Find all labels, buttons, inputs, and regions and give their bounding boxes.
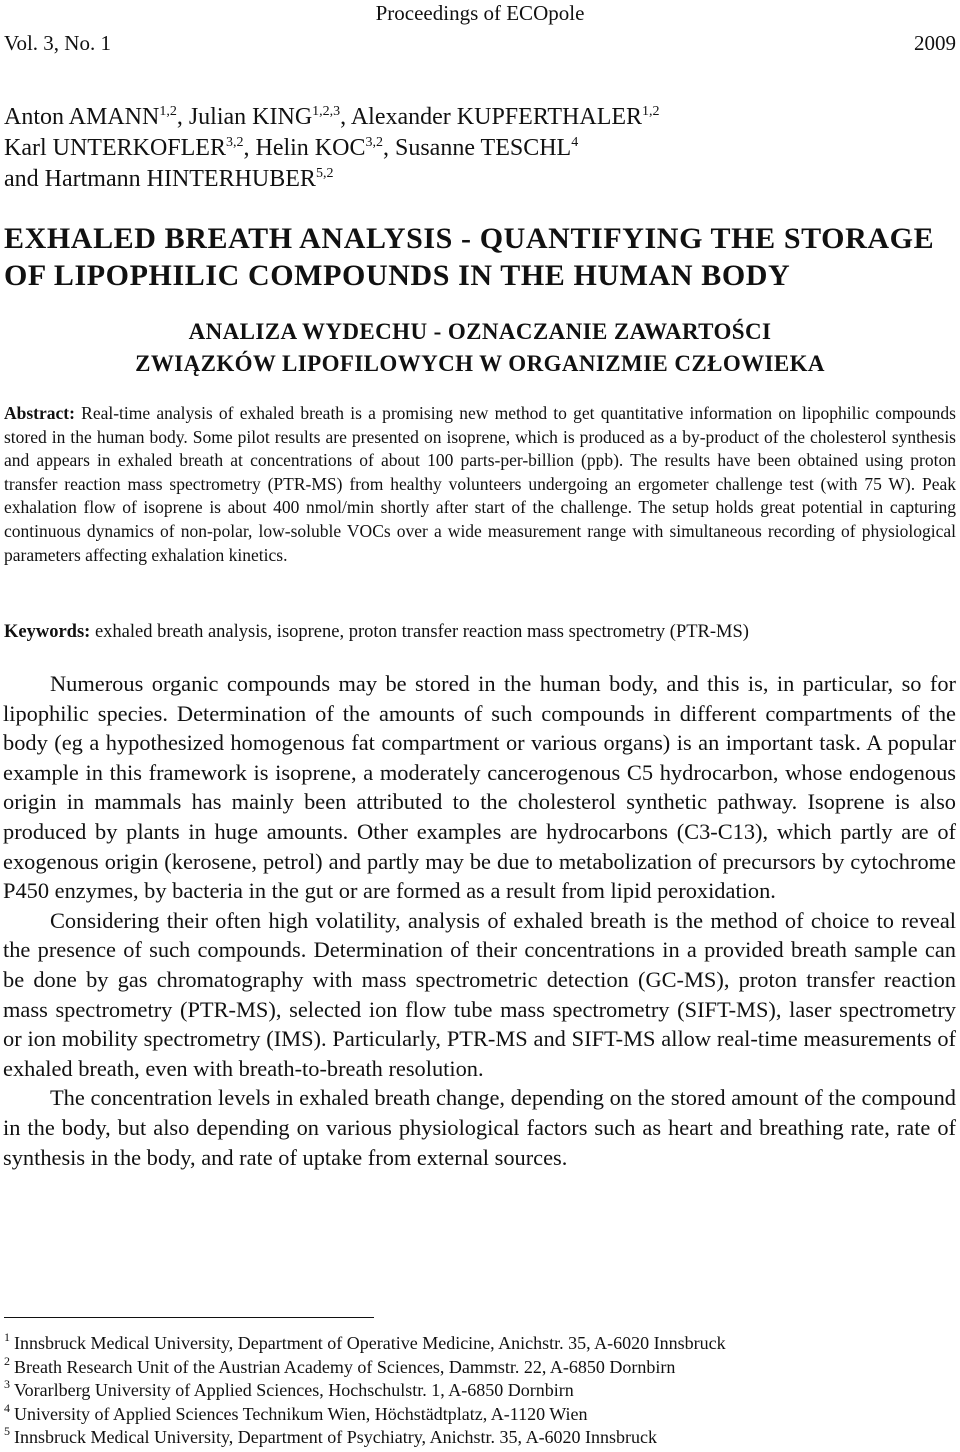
publication-year: 2009 [914,31,956,55]
footnote-number: 2 [4,1353,10,1368]
affiliation-marker: 5,2 [315,166,334,181]
footnote [4,1379,956,1403]
author-line [4,102,954,133]
abstract [4,402,956,567]
keywords-text: exhaled breath analysis, isoprene, proton transfer reaction mass spectrometry (PTR-MS) [94,622,749,642]
footnotes [4,1332,956,1450]
footnote-number: 1 [4,1330,10,1344]
author-name: , Susanne TESCHL [382,135,572,161]
keywords-label: Keywords: [4,622,91,642]
footnote-text: Innsbruck Medical University, Department of Operative Medicine, Anichstr. 35, A-6020 Innsbruck [14,1333,726,1353]
volume-number: Vol. 3, No. 1 [4,31,111,55]
author-line [4,133,954,164]
body-paragraph: The concentration levels in exhaled breath change, depending on the stored amount of the compound in the body, but also depending on various physiological factors such as heart and breathing rate, rate of synthesis in the body, and rate of uptake from external sources. [3,1085,956,1170]
author-name: Karl UNTERKOFLER [4,135,226,161]
footnote-text: University of Applied Sciences Technikum Wien, Höchstädtplatz, A-1120 Wien [14,1403,588,1424]
affiliation-marker: 3,2 [225,135,244,150]
affiliation-marker: 1,2,3 [312,104,341,119]
abstract-label: Abstract: [4,403,75,423]
footnote-text: Breath Research Unit of the Austrian Academy of Sciences, Dammstr. 22, A-6850 Dornbirn [14,1356,676,1377]
keywords [4,620,956,644]
title-line: OF LIPOPHILIC COMPOUNDS IN THE HUMAN BODY [4,259,791,292]
paper-title-english [4,220,960,294]
body-paragraph: Considering their often high volatility, analysis of exhaled breath is the method of choice to reveal the presence of such compounds. Determination of their concentrations in a provided breath sample can be done by gas chromatography with mass spectrometric detection (GC-MS), proton transfer reaction mass spectrometry (PTR-MS), selected ion flow tube mass spectrometry (SIFT-MS), laser spectrometry or ion mobility spectrometry (IMS). Particularly, PTR-MS and SIFT-MS allow real-time measurements of exhaled breath, even with breath-to-breath resolution. [3,907,956,1081]
affiliation-marker: 4 [571,135,579,150]
title-line: ZWIĄZKÓW LIPOFILOWYCH W ORGANIZMIE CZŁOWIEKA [135,351,825,376]
footnote [4,1426,956,1450]
author-line [4,164,954,195]
footnote-number: 3 [4,1377,10,1392]
author-list [4,102,954,195]
footnote-number: 4 [4,1400,10,1415]
author-name: and Hartmann HINTERHUBER [4,166,316,192]
footnote [4,1332,956,1356]
affiliation-marker: 1,2 [159,104,177,119]
footnote [4,1353,956,1380]
footnote-text: Vorarlberg University of Applied Sciences, Hochschulstr. 1, A-6850 Dornbirn [14,1380,574,1401]
footnote-separator [4,1317,374,1318]
abstract-text: Real-time analysis of exhaled breath is a promising new method to get quantitative information on lipophilic compounds stored in the human body. Some pilot results are presented on isoprene, which is produced as a by-product of the cholesterol synthesis and appears in exhaled breath at concentrations of about 100 parts-per-billion (ppb). The results have been obtained using proton transfer reaction mass spectrometry (PTR-MS) from healthy volunteers undergoing an ergometer challenge test (with 75 W). Peak exhalation flow of isoprene is about 400 nmol/min shortly after start of the challenge. The setup holds great potential in capturing continuous dynamics of non-polar, low-soluble VOCs over a wide measurement range with simultaneous recording of physiological parameters affecting exhalation kinetics. [4,403,956,565]
author-name: Anton AMANN [4,104,160,130]
title-line: EXHALED BREATH ANALYSIS - QUANTIFYING THE STORAGE [4,222,935,255]
body-text [3,669,956,1172]
title-line: ANALIZA WYDECHU - OZNACZANIE ZAWARTOŚCI [188,319,772,344]
footnote-text: Innsbruck Medical University, Department of Psychiatry, Anichstr. 35, A-6020 Innsbruck [14,1427,658,1448]
paper-title-polish [0,316,960,380]
affiliation-marker: 3,2 [365,135,383,150]
author-name: , Julian KING [176,104,313,130]
affiliation-marker: 1,2 [642,104,660,119]
footnote [4,1400,956,1427]
footnote-number: 5 [4,1424,10,1439]
author-name: , Helin KOC [243,135,366,161]
author-name: , Alexander KUPFERTHALER [340,104,643,130]
journal-name: Proceedings of ECOpole [375,1,585,25]
volume-line [4,30,956,56]
body-paragraph: Numerous organic compounds may be stored in the human body, and this is, in particular, so for lipophilic species. Determination of the amounts of such compounds in different compartments of the body (eg a hypothesized homogenous fat compartment or various organs) is an important task. A popular example in this framework is isoprene, a moderately cancerogenous C5 hydrocarbon, whose endogenous origin in mammals has mainly been attributed to the cholesterol synthetic pathway. Isoprene is also produced by plants in huge amounts. Other examples are hydrocarbons (C3-C13), which partly are of exogenous origin (kerosene, petrol) and partly may be due to metabolization of precursors by cytochrome P450 enzymes, by bacteria in the gut or are formed as a result from lipid peroxidation. [3,671,956,904]
